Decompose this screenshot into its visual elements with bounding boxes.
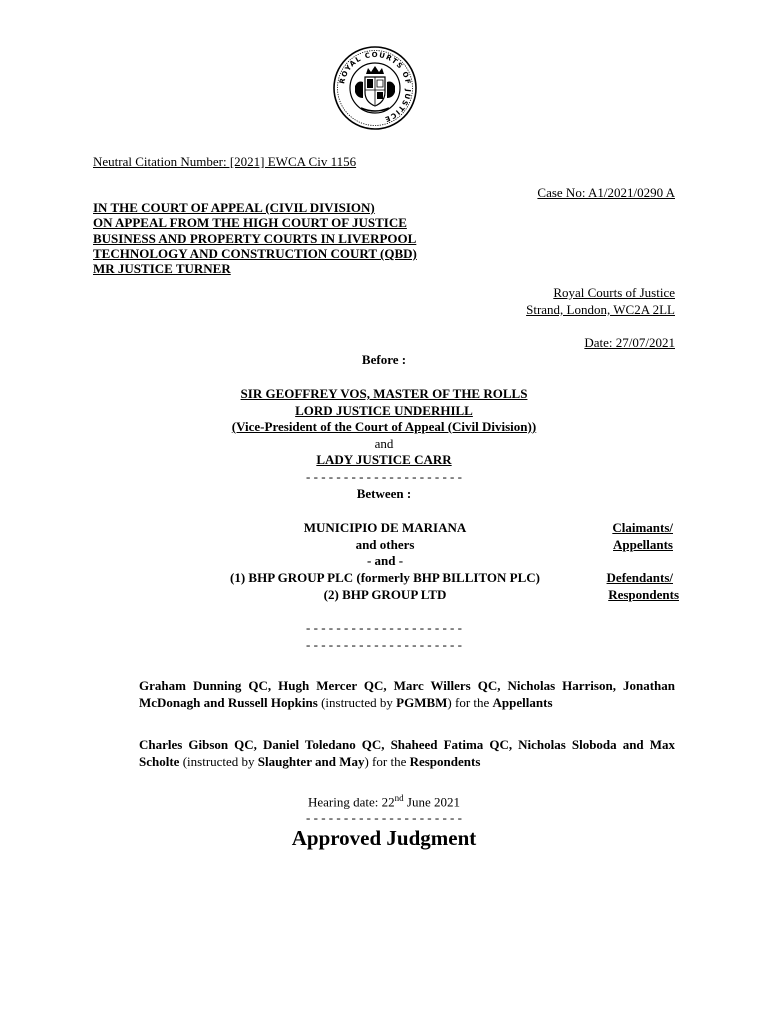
divider: - - - - - - - - - - - - - - - - - - - - - (306, 469, 462, 484)
claimant-name: MUNICIPIO DE MARIANA (303, 520, 467, 535)
judge-name: LADY JUSTICE CARR (316, 452, 452, 467)
neutral-citation: Neutral Citation Number: [2021] EWCA Civ 1156 (93, 154, 357, 169)
divider: - - - - - - - - - - - - - - - - - - - - - (306, 637, 462, 652)
divider: - - - - - - - - - - - - - - - - - - - - - (306, 620, 462, 635)
respondents-role: Respondents (409, 754, 481, 769)
court-line: TECHNOLOGY AND CONSTRUCTION COURT (QBD) (93, 246, 417, 261)
instructed-text: (instructed by (317, 695, 397, 710)
seal-text: ROYAL COURTS OF JUSTICE (338, 50, 413, 124)
instructed-text: (instructed by (179, 754, 258, 769)
defendant-name: (2) BHP GROUP LTD (323, 587, 447, 602)
claimant-role: Appellants (613, 537, 673, 552)
appellants-counsel (139, 677, 675, 711)
before-label: Before : (361, 352, 407, 367)
appellants-firm: PGMBM (396, 695, 448, 710)
between-label: Between : (356, 486, 412, 501)
and-separator: - and - (366, 553, 404, 568)
defendant-role: Respondents (608, 587, 679, 602)
instructed-text: ) for the (364, 754, 410, 769)
address-line: Strand, London, WC2A 2LL (526, 302, 675, 317)
and-text: and (374, 436, 394, 451)
judge-name: LORD JUSTICE UNDERHILL (295, 403, 473, 418)
judgment-date: Date: 27/07/2021 (584, 335, 675, 350)
court-line: ON APPEAL FROM THE HIGH COURT OF JUSTICE (93, 215, 407, 230)
judgment-title: Approved Judgment (291, 826, 477, 850)
claimant-role: Claimants/ (612, 520, 673, 535)
court-line: BUSINESS AND PROPERTY COURTS IN LIVERPOOL (93, 231, 417, 246)
hearing-date-suffix: June 2021 (403, 794, 460, 810)
hearing-date-sup: nd (394, 793, 404, 803)
judge-name: SIR GEOFFREY VOS, MASTER OF THE ROLLS (240, 386, 528, 401)
defendant-role: Defendants/ (606, 570, 673, 585)
court-line: MR JUSTICE TURNER (93, 261, 231, 276)
appellants-role: Appellants (492, 695, 553, 710)
judge-note: (Vice-President of the Court of Appeal (Civil Division)) (231, 419, 537, 434)
case-number: Case No: A1/2021/0290 A (537, 185, 675, 200)
appellants-names: Graham Dunning QC, Hugh Mercer QC, Marc Willers QC, Nicholas Harrison, Jonathan McDonagh and Russell Hopkins (139, 678, 675, 710)
respondents-counsel (139, 736, 675, 770)
defendant-name: (1) BHP GROUP PLC (formerly BHP BILLITON PLC) (230, 570, 540, 585)
divider: - - - - - - - - - - - - - - - - - - - - - (306, 810, 462, 825)
hearing-date (0, 793, 768, 810)
respondents-names: Charles Gibson QC, Daniel Toledano QC, Shaheed Fatima QC, Nicholas Sloboda and Max Scholte (139, 737, 675, 769)
address-line: Royal Courts of Justice (553, 285, 675, 300)
claimant-name: and others (355, 537, 415, 552)
hearing-date-prefix: Hearing date: 22 (308, 794, 395, 810)
court-line: IN THE COURT OF APPEAL (CIVIL DIVISION) (93, 200, 375, 215)
instructed-text: ) for the (447, 695, 493, 710)
respondents-firm: Slaughter and May (257, 754, 365, 769)
royal-courts-seal-icon (333, 46, 417, 130)
